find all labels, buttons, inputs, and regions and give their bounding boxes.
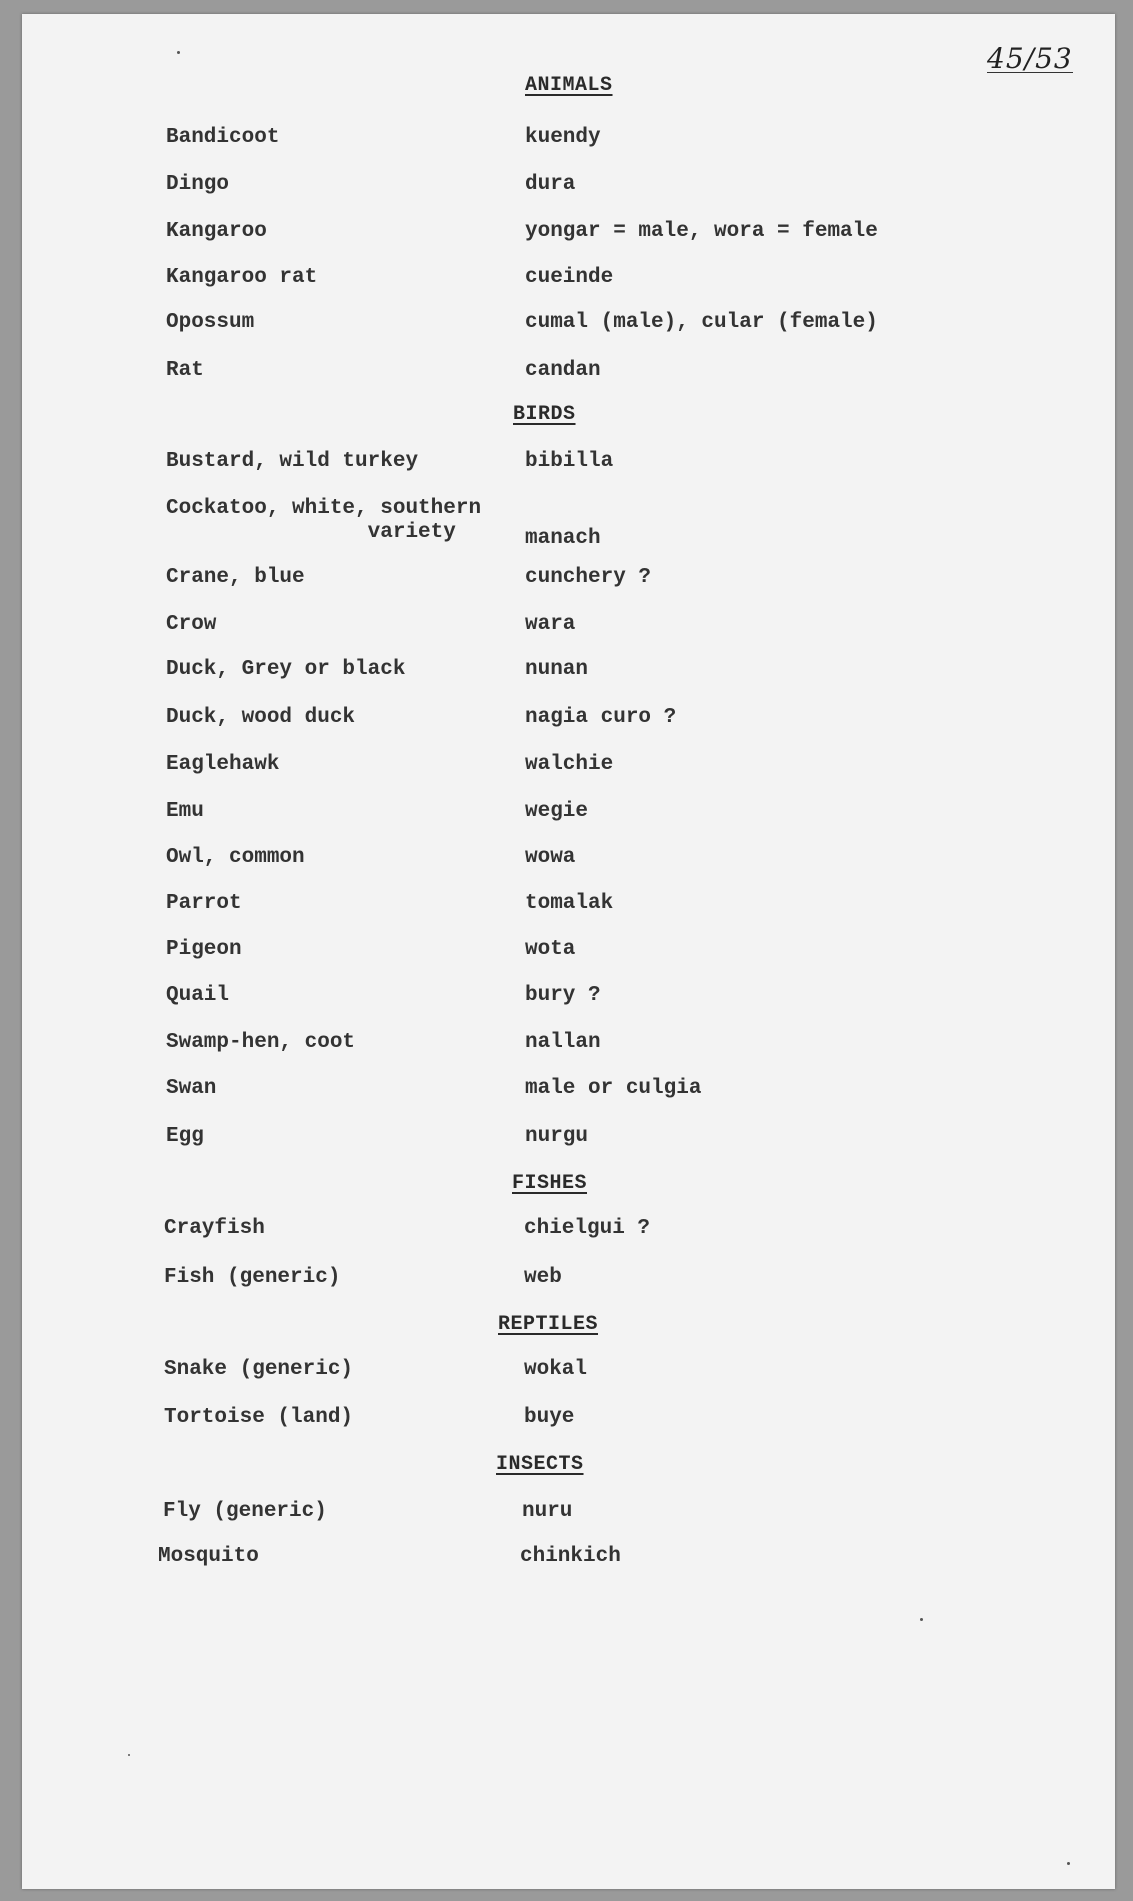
native-term: web xyxy=(524,1266,562,1289)
vocab-row xyxy=(22,1125,1115,1155)
native-term: nagia curo ? xyxy=(525,706,677,729)
vocab-row xyxy=(22,984,1115,1014)
page-number: 45/53 xyxy=(987,42,1073,75)
vocab-row xyxy=(22,566,1115,596)
native-term: yongar = male, wora = female xyxy=(525,220,878,243)
vocab-row xyxy=(22,1545,1115,1575)
english-term: Cockatoo, white, southern variety xyxy=(166,497,482,544)
vocab-row xyxy=(22,706,1115,736)
native-term: tomalak xyxy=(525,892,614,915)
english-term: Kangaroo rat xyxy=(166,266,318,289)
english-term: Kangaroo xyxy=(166,220,267,243)
native-term: wota xyxy=(525,938,576,961)
vocab-row xyxy=(22,1266,1115,1296)
english-term: Snake (generic) xyxy=(164,1358,354,1381)
english-term: Owl, common xyxy=(166,846,305,869)
native-term: walchie xyxy=(525,753,614,776)
english-term: Opossum xyxy=(166,311,255,334)
section-heading-insects: INSECTS xyxy=(496,1453,584,1476)
english-term: Eaglehawk xyxy=(166,753,280,776)
native-term: wegie xyxy=(525,800,589,823)
native-term: cunchery ? xyxy=(525,566,652,589)
native-term: nuru xyxy=(522,1500,573,1523)
vocab-row xyxy=(22,1077,1115,1107)
native-term: kuendy xyxy=(525,126,601,149)
vocab-row xyxy=(22,892,1115,922)
vocab-row xyxy=(22,1217,1115,1247)
paper-speck xyxy=(177,51,180,54)
section-heading-birds: BIRDS xyxy=(513,403,576,426)
native-term: dura xyxy=(525,173,576,196)
vocab-row xyxy=(22,266,1115,296)
native-term: wowa xyxy=(525,846,576,869)
native-term: chielgui ? xyxy=(524,1217,651,1240)
native-term: male or culgia xyxy=(525,1077,702,1100)
vocab-row xyxy=(22,753,1115,783)
native-term: nunan xyxy=(525,658,589,681)
native-term: bury ? xyxy=(525,984,601,1007)
english-term: Emu xyxy=(166,800,204,823)
native-term: cueinde xyxy=(525,266,614,289)
native-term: buye xyxy=(524,1406,575,1429)
section-heading-animals: ANIMALS xyxy=(525,74,613,97)
native-term: wokal xyxy=(524,1358,588,1381)
english-term: Bustard, wild turkey xyxy=(166,450,419,473)
paper-speck xyxy=(920,1618,923,1621)
english-term: Pigeon xyxy=(166,938,242,961)
vocab-row xyxy=(22,800,1115,830)
english-term: Dingo xyxy=(166,173,230,196)
vocab-row xyxy=(22,311,1115,341)
vocab-row xyxy=(22,173,1115,203)
english-term: Crow xyxy=(166,613,217,636)
paper-speck xyxy=(128,1754,130,1756)
english-term: Egg xyxy=(166,1125,204,1148)
english-term: Quail xyxy=(166,984,230,1007)
native-term: chinkich xyxy=(520,1545,621,1568)
native-term: cumal (male), cular (female) xyxy=(525,311,878,334)
native-term: candan xyxy=(525,359,601,382)
vocab-row xyxy=(22,1406,1115,1436)
english-term: Rat xyxy=(166,359,204,382)
section-heading-fishes: FISHES xyxy=(512,1172,588,1195)
vocab-row xyxy=(22,497,1115,553)
vocab-row xyxy=(22,938,1115,968)
english-term: Tortoise (land) xyxy=(164,1406,354,1429)
english-term: Duck, wood duck xyxy=(166,706,356,729)
native-term: wara xyxy=(525,613,576,636)
english-term: Swan xyxy=(166,1077,217,1100)
vocab-row xyxy=(22,220,1115,250)
english-term: Fish (generic) xyxy=(164,1266,341,1289)
english-term: Swamp-hen, coot xyxy=(166,1031,356,1054)
native-term: manach xyxy=(525,527,601,550)
native-term: bibilla xyxy=(525,450,614,473)
english-term: Fly (generic) xyxy=(163,1500,327,1523)
english-term: Crane, blue xyxy=(166,566,305,589)
vocab-row xyxy=(22,1031,1115,1061)
section-heading-reptiles: REPTILES xyxy=(498,1313,599,1336)
english-term: Bandicoot xyxy=(166,126,280,149)
vocab-row xyxy=(22,658,1115,688)
native-term: nallan xyxy=(525,1031,601,1054)
vocab-row xyxy=(22,359,1115,389)
vocab-row xyxy=(22,613,1115,643)
vocab-row xyxy=(22,846,1115,876)
vocab-row xyxy=(22,1500,1115,1530)
paper-speck xyxy=(1067,1862,1070,1865)
vocab-row xyxy=(22,450,1115,480)
vocab-row xyxy=(22,1358,1115,1388)
english-term: Duck, Grey or black xyxy=(166,658,406,681)
native-term: nurgu xyxy=(525,1125,589,1148)
document-page xyxy=(22,14,1115,1889)
english-term: Crayfish xyxy=(164,1217,265,1240)
english-term: Mosquito xyxy=(158,1545,259,1568)
english-term: Parrot xyxy=(166,892,242,915)
vocab-row xyxy=(22,126,1115,156)
